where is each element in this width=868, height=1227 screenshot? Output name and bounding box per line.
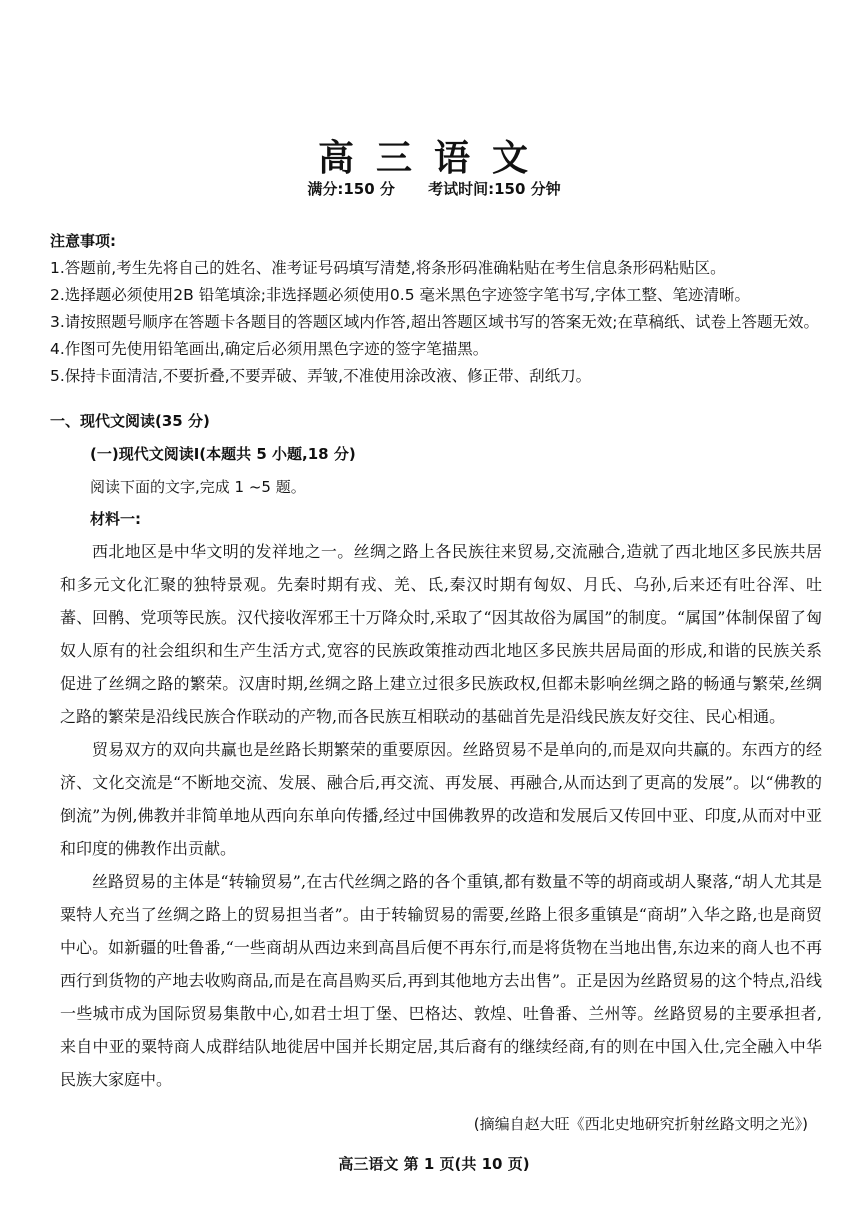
note-item: 5.保持卡面清洁,不要折叠,不要弄破、弄皱,不准使用涂改液、修正带、刮纸刀。 xyxy=(50,367,592,385)
paragraph: 贸易双方的双向共赢也是丝路长期繁荣的重要原因。丝路贸易不是单向的,而是双向共赢的。东西方的经济、文化交流是“不断地交流、发展、融合后,再交流、再发展、再融合,从而达到了更高的发展”。以“佛教的倒流”为例,佛教并非简单地从西向东单向传播,经过中国佛教界的改造和发展后又传回中亚、印度,从而对中亚和印度的佛教作出贡献。 xyxy=(60,740,822,858)
material-label: 材料一: xyxy=(90,510,141,528)
full-score: 满分:150 分 xyxy=(307,180,395,198)
page-footer: 高三语文 第 1 页(共 10 页) xyxy=(338,1155,530,1173)
reading-instruction: 阅读下面的文字,完成 1 ~5 题。 xyxy=(90,478,306,496)
exam-time: 考试时间:150 分钟 xyxy=(428,180,561,198)
notes-heading: 注意事项: xyxy=(50,232,116,250)
notes-block xyxy=(50,228,830,390)
paragraph: 丝路贸易的主体是“转输贸易”,在古代丝绸之路的各个重镇,都有数量不等的胡商或胡人聚落,“胡人尤其是粟特人充当了丝绸之路上的贸易担当者”。由于转输贸易的需要,丝路上很多重镇是“商胡”入华之路,也是商贸中心。如新疆的吐鲁番,“一些商胡从西边来到高昌后便不再东行,而是将货物在当地出售,东边来的商人也不再西行到货物的产地去收购商品,而是在高昌购买后,再到其他地方去出售”。正是因为丝路贸易的这个特点,沿线一些城市成为国际贸易集散中心,如君士坦丁堡、巴格达、敦煌、吐鲁番、兰州等。丝路贸易的主要承担者,来自中亚的粟特商人成群结队地徙居中国并长期定居,其后裔有的继续经商,有的则在中国入仕,完全融入中华民族大家庭中。 xyxy=(60,872,822,1089)
exam-meta xyxy=(0,178,868,199)
source-citation: (摘编自赵大旺《西北史地研究折射丝路文明之光》) xyxy=(473,1115,808,1133)
paragraph: 西北地区是中华文明的发祥地之一。丝绸之路上各民族往来贸易,交流融合,造就了西北地区多民族共居和多元文化汇聚的独特景观。先秦时期有戎、羌、氐,秦汉时期有匈奴、月氏、乌孙,后来还有吐谷浑、吐蕃、回鹘、党项等民族。汉代接收浑邪王十万降众时,采取了“因其故俗为属国”的制度。“属国”体制保留了匈奴人原有的社会组织和生产生活方式,宽容的民族政策推动西北地区多民族共居局面的形成,和谐的民族关系促进了丝绸之路的繁荣。汉唐时期,丝绸之路上建立过很多民族政权,但都未影响丝绸之路的畅通与繁荣,丝绸之路的繁荣是沿线民族合作联动的产物,而各民族互相联动的基础首先是沿线民族友好交往、民心相通。 xyxy=(60,542,822,726)
material-text xyxy=(60,535,822,1096)
note-item: 1.答题前,考生先将自己的姓名、准考证号码填写清楚,将条形码准确粘贴在考生信息条形码粘贴区。 xyxy=(50,259,726,277)
note-item: 3.请按照题号顺序在答题卡各题目的答题区域内作答,超出答题区域书写的答案无效;在草稿纸、试卷上答题无效。 xyxy=(50,313,819,331)
exam-title: 高三语文 xyxy=(317,138,550,179)
section-heading: 一、现代文阅读(35 分) xyxy=(50,412,210,430)
sub-section-heading: (一)现代文阅读Ⅰ(本题共 5 小题,18 分) xyxy=(90,445,356,463)
note-item: 4.作图可先使用铅笔画出,确定后必须用黑色字迹的签字笔描黑。 xyxy=(50,340,489,358)
note-item: 2.选择题必须使用2B 铅笔填涂;非选择题必须使用0.5 毫米黑色字迹签字笔书写,字体工整、笔迹清晰。 xyxy=(50,286,750,304)
